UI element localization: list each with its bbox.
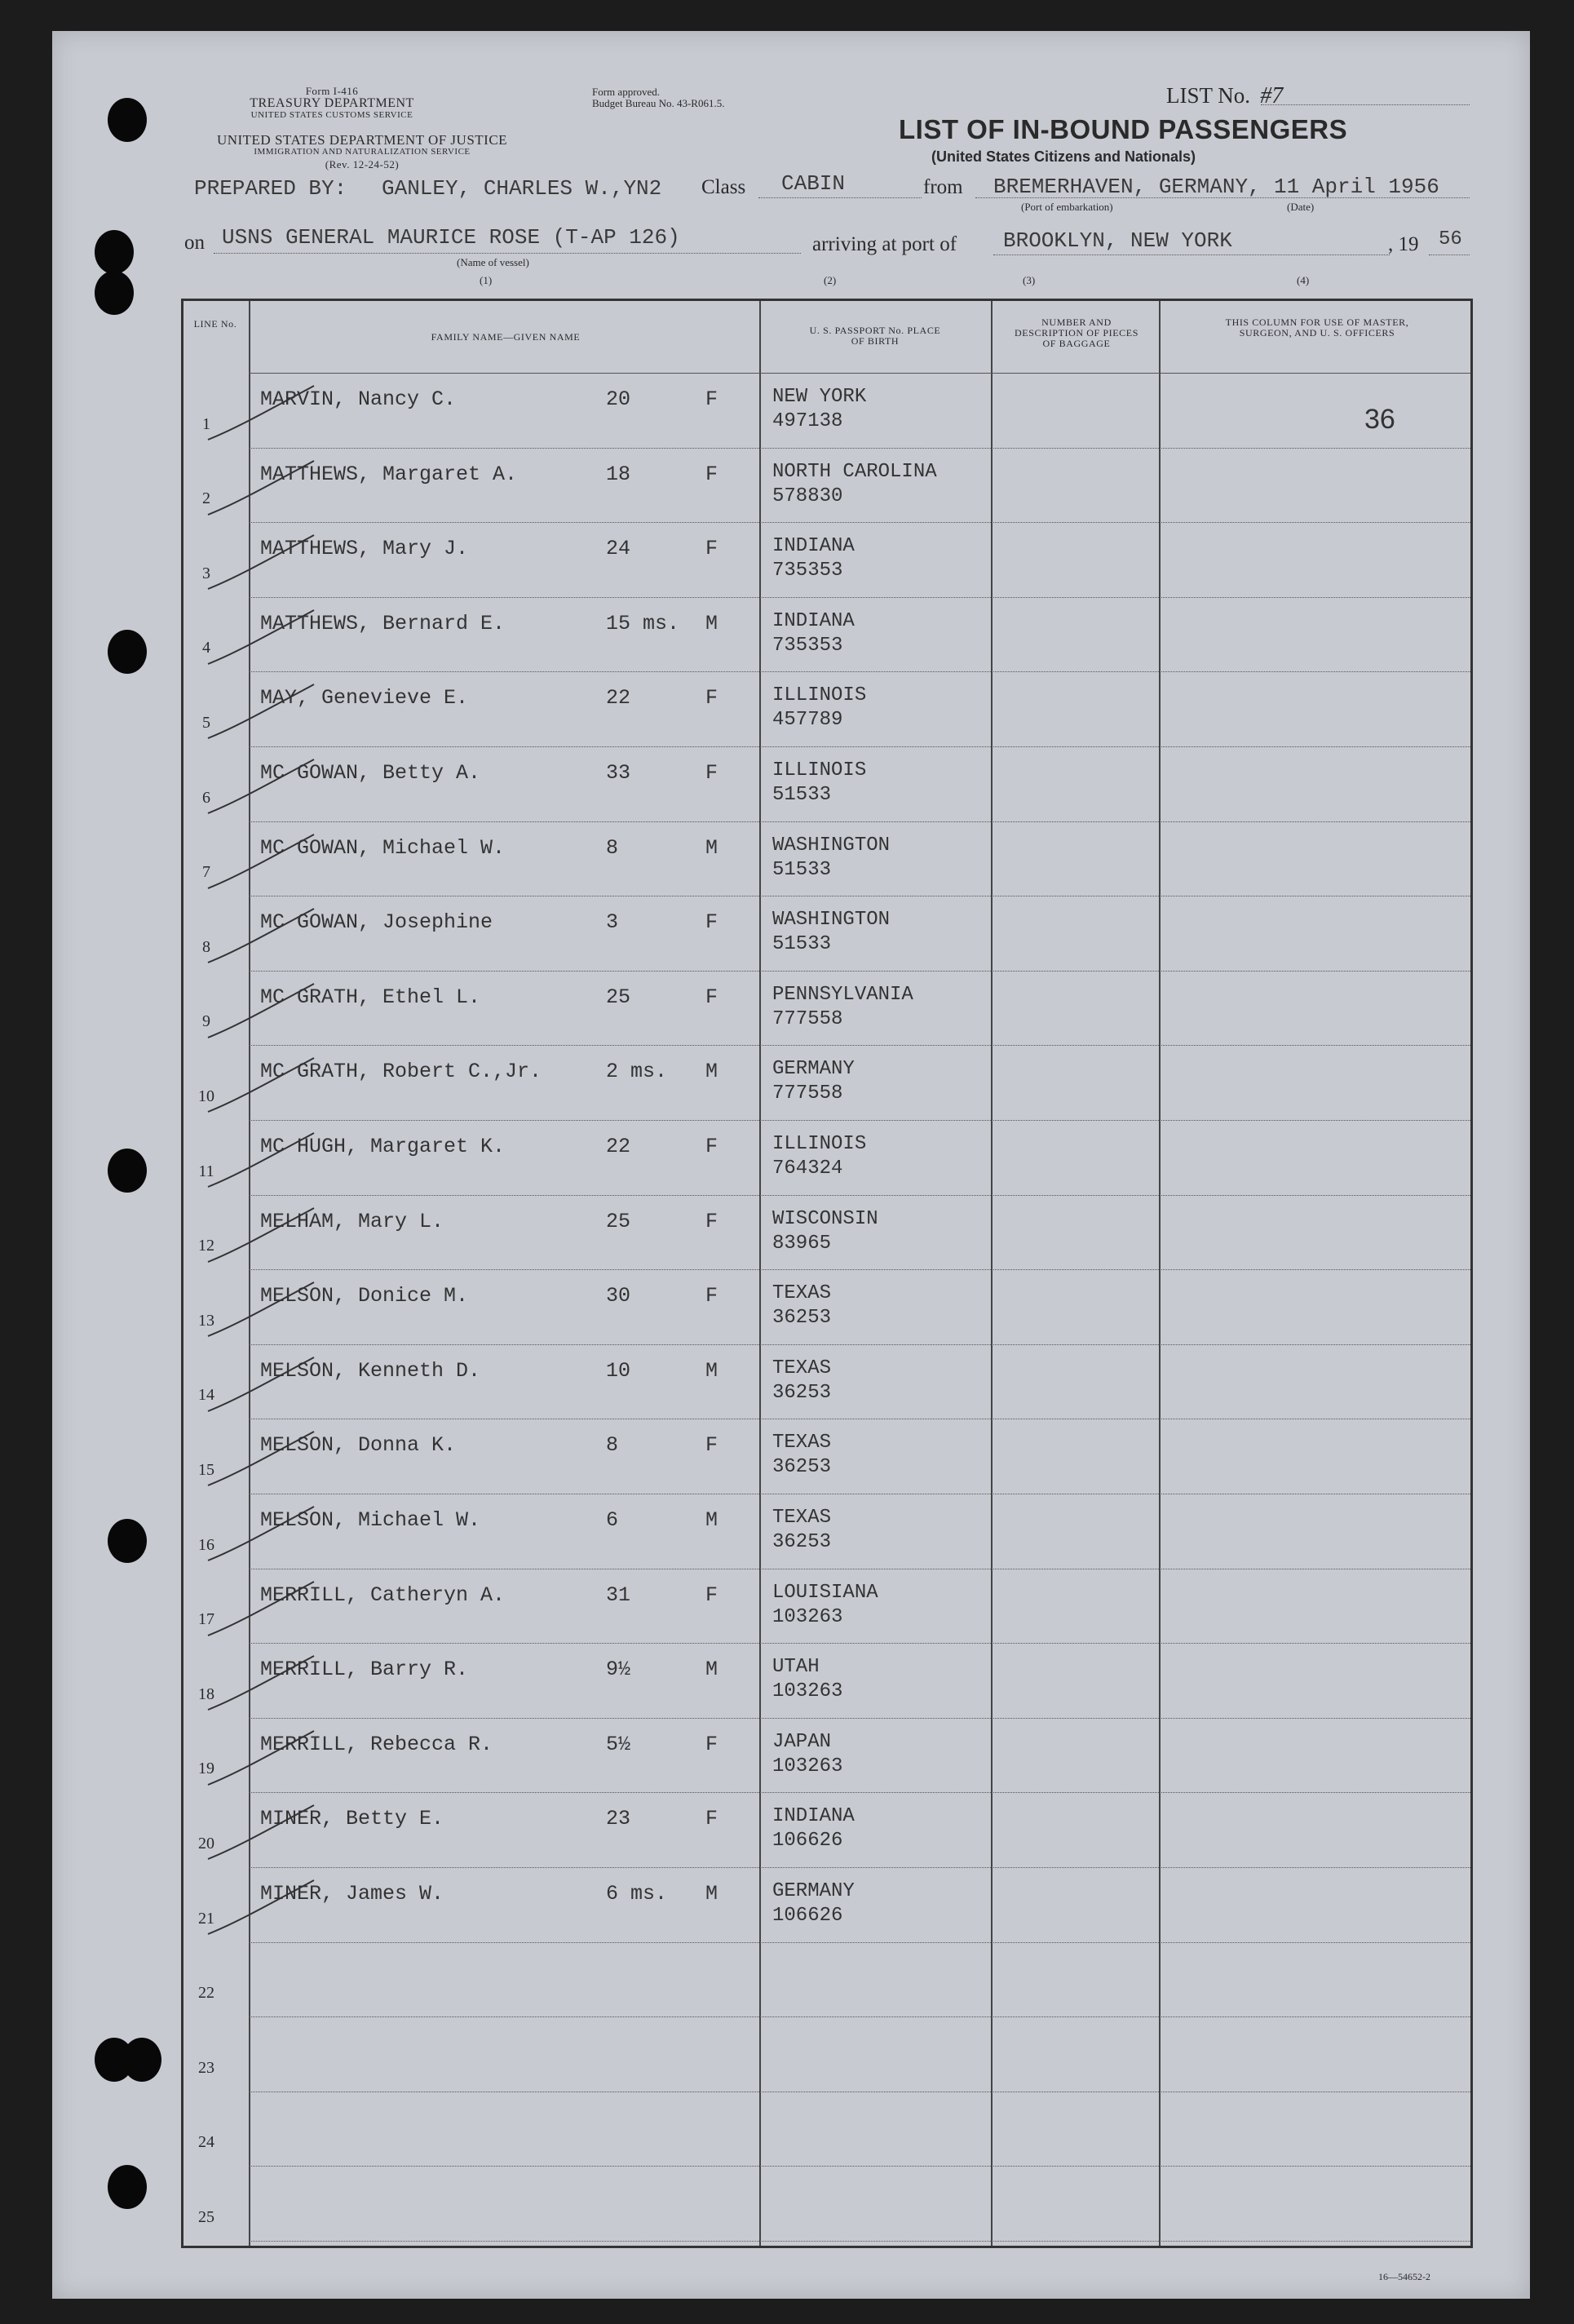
passenger-sex: F: [705, 387, 718, 411]
check-mark-icon: [200, 1649, 338, 1723]
row-divider: [249, 971, 1470, 972]
passport-number: 51533: [772, 858, 832, 881]
line-number: 1: [202, 414, 210, 433]
passport-number: 36253: [772, 1307, 832, 1330]
check-mark-icon: [200, 1202, 338, 1275]
passenger-name: MC GOWAN, Josephine: [260, 910, 493, 935]
line-number: 2: [202, 489, 210, 508]
passport-number: 83965: [772, 1232, 832, 1255]
header-name: FAMILY NAME—GIVEN NAME: [431, 331, 581, 343]
passenger-age: 30: [606, 1284, 631, 1308]
passenger-sex: M: [705, 1358, 718, 1383]
passenger-sex: M: [705, 611, 718, 635]
passport-number: 578830: [772, 485, 843, 507]
treasury-dept: TREASURY DEPARTMENT: [250, 96, 414, 110]
passenger-name: MC GOWAN, Betty A.: [260, 761, 481, 785]
line-number: 12: [198, 1237, 214, 1255]
row-divider: [249, 1344, 1470, 1345]
from-label: from: [923, 176, 963, 198]
passenger-name: MC GRATH, Robert C.,Jr.: [260, 1060, 542, 1084]
passenger-sex: F: [705, 462, 718, 486]
birth-place: NORTH CAROLINA: [772, 460, 937, 483]
passenger-name: MELSON, Kenneth D.: [260, 1358, 481, 1383]
header-line-no: LINE No.: [193, 318, 237, 330]
prepared-by-label: PREPARED BY:: [194, 176, 347, 201]
passport-number: 103263: [772, 1680, 843, 1703]
passenger-name: MATTHEWS, Bernard E.: [260, 611, 506, 635]
passenger-name: MELSON, Donna K.: [260, 1433, 457, 1458]
passport-number: 36253: [772, 1531, 832, 1553]
line-number: 9: [202, 1012, 210, 1031]
passenger-sex: M: [705, 1060, 718, 1084]
birth-place: UTAH: [772, 1656, 820, 1679]
row-divider: [249, 1942, 1470, 1943]
passenger-age: 22: [606, 686, 631, 710]
row-divider: [249, 448, 1470, 449]
ins-service: IMMIGRATION AND NATURALIZATION SERVICE: [254, 147, 471, 157]
year-prefix: , 19: [1388, 233, 1419, 255]
passenger-age: 6: [606, 1508, 619, 1532]
passenger-age: 31: [606, 1583, 631, 1607]
check-mark-icon: [200, 1500, 338, 1574]
passenger-name: MAY, Genevieve E.: [260, 686, 469, 710]
header-passport: U. S. PASSPORT No. PLACE OF BIRTH: [809, 325, 941, 347]
punch-hole: [108, 630, 147, 674]
line-number: 23: [198, 2058, 214, 2077]
check-mark-icon: [200, 529, 338, 602]
passenger-sex: M: [705, 1882, 718, 1906]
date-caption: (Date): [1287, 201, 1315, 213]
check-mark-icon: [200, 1276, 338, 1349]
line-number: 4: [202, 639, 210, 657]
row-divider: [249, 597, 1470, 598]
row-divider: [249, 2166, 1470, 2167]
passenger-sex: F: [705, 910, 718, 935]
officer-note: 36: [1364, 404, 1395, 435]
birth-place: TEXAS: [772, 1432, 832, 1454]
passenger-age: 15 ms.: [606, 611, 680, 635]
passport-number: 777558: [772, 1082, 843, 1105]
birth-place: GERMANY: [772, 1880, 855, 1902]
birth-place: TEXAS: [772, 1282, 832, 1305]
passenger-name: MERRILL, Rebecca R.: [260, 1732, 493, 1756]
passenger-table: [181, 299, 1473, 2248]
passenger-age: 33: [606, 761, 631, 785]
birth-place: NEW YORK: [772, 386, 867, 408]
passenger-name: MC HUGH, Margaret K.: [260, 1135, 506, 1158]
line-number: 18: [198, 1684, 214, 1703]
passport-number: 36253: [772, 1381, 832, 1404]
birth-place: JAPAN: [772, 1730, 832, 1753]
print-code: 16—54652-2: [1378, 2271, 1430, 2282]
class-value: CABIN: [781, 171, 846, 196]
row-divider: [249, 2016, 1470, 2017]
passenger-name: MATTHEWS, Mary J.: [260, 537, 469, 561]
form-number: Form I-416: [305, 85, 359, 97]
passenger-name: MELSON, Donice M.: [260, 1284, 469, 1308]
birth-place: GERMANY: [772, 1058, 855, 1081]
form-approved: Form approved.: [592, 86, 661, 98]
row-divider: [249, 1269, 1470, 1270]
punch-hole: [95, 271, 134, 315]
passenger-name: MINER, Betty E.: [260, 1807, 444, 1831]
line-number: 8: [202, 937, 210, 956]
line-number: 3: [202, 564, 210, 582]
col-number-1: (1): [480, 274, 493, 286]
passenger-age: 25: [606, 1209, 631, 1233]
row-divider: [249, 671, 1470, 672]
passport-number: 106626: [772, 1830, 843, 1853]
line-number: 20: [198, 1835, 214, 1853]
prepared-by-value: GANLEY, CHARLES W.,YN2: [382, 176, 662, 201]
punch-hole: [108, 2165, 147, 2209]
line-number: 10: [198, 1087, 214, 1105]
passenger-sex: F: [705, 761, 718, 785]
passport-number: 457789: [772, 709, 843, 732]
passport-number: 103263: [772, 1755, 843, 1777]
passenger-name: MC GOWAN, Michael W.: [260, 835, 506, 860]
punch-hole: [108, 98, 147, 142]
passport-number: 735353: [772, 634, 843, 657]
punch-hole: [122, 2038, 161, 2082]
check-mark-icon: [200, 828, 338, 901]
punch-hole: [108, 1149, 147, 1193]
check-mark-icon: [200, 454, 338, 528]
passenger-age: 3: [606, 910, 619, 935]
passenger-name: MERRILL, Catheryn A.: [260, 1583, 506, 1607]
check-mark-icon: [200, 753, 338, 826]
birth-place: TEXAS: [772, 1507, 832, 1529]
passenger-sex: F: [705, 1583, 718, 1607]
line-number: 17: [198, 1610, 214, 1629]
budget-bureau: Budget Bureau No. 43-R061.5.: [592, 97, 725, 109]
row-divider: [249, 2241, 1470, 2242]
row-divider: [249, 1045, 1470, 1046]
passenger-age: 22: [606, 1135, 631, 1158]
col-number-4: (4): [1297, 274, 1310, 286]
row-divider: [249, 1718, 1470, 1719]
passenger-sex: M: [705, 835, 718, 860]
passenger-age: 8: [606, 835, 619, 860]
row-divider: [249, 1120, 1470, 1121]
birth-place: WISCONSIN: [772, 1207, 878, 1230]
punch-hole: [108, 1519, 147, 1563]
passenger-age: 20: [606, 387, 631, 411]
line-number: 25: [198, 2208, 214, 2226]
row-divider: [249, 821, 1470, 822]
check-mark-icon: [200, 902, 338, 976]
line-number: 5: [202, 714, 210, 732]
passenger-name: MERRILL, Barry R.: [260, 1658, 469, 1682]
punch-hole: [95, 230, 134, 274]
line-number: 24: [198, 2133, 214, 2152]
row-divider: [249, 1792, 1470, 1793]
birth-place: PENNSYLVANIA: [772, 983, 913, 1006]
birth-place: INDIANA: [772, 535, 855, 558]
check-mark-icon: [200, 604, 338, 677]
passenger-sex: F: [705, 1209, 718, 1233]
passenger-age: 25: [606, 985, 631, 1009]
form-revision: (Rev. 12-24-52): [325, 158, 400, 170]
check-mark-icon: [200, 678, 338, 751]
passenger-age: 10: [606, 1358, 631, 1383]
line-number: 22: [198, 1984, 214, 2003]
document-subtitle: (United States Citizens and Nationals): [931, 148, 1196, 165]
check-mark-icon: [200, 379, 338, 453]
passenger-sex: F: [705, 1284, 718, 1308]
line-number: 6: [202, 788, 210, 807]
check-mark-icon: [200, 1351, 338, 1424]
port-embark-caption: (Port of embarkation): [1021, 201, 1113, 213]
col-number-2: (2): [824, 274, 837, 286]
col-number-3: (3): [1023, 274, 1036, 286]
birth-place: ILLINOIS: [772, 759, 867, 781]
vessel-name: USNS GENERAL MAURICE ROSE (T-AP 126): [222, 225, 680, 250]
passenger-sex: F: [705, 1732, 718, 1756]
passport-number: 777558: [772, 1007, 843, 1030]
document-title: LIST OF IN-BOUND PASSENGERS: [899, 114, 1348, 144]
line-number: 15: [198, 1461, 214, 1479]
header-baggage: NUMBER AND DESCRIPTION OF PIECES OF BAGGAGE: [1015, 317, 1138, 349]
row-divider: [249, 1643, 1470, 1644]
passport-number: 735353: [772, 560, 843, 582]
passport-number: 51533: [772, 933, 832, 956]
list-no-value: #7: [1260, 83, 1284, 108]
birth-place: LOUISIANA: [772, 1581, 878, 1604]
check-mark-icon: [200, 977, 338, 1051]
year-value: 56: [1439, 228, 1462, 250]
row-divider: [249, 1195, 1470, 1196]
check-mark-icon: [200, 1051, 338, 1125]
check-mark-icon: [200, 1127, 338, 1200]
birth-place: INDIANA: [772, 1805, 855, 1828]
check-mark-icon: [200, 1799, 338, 1872]
passenger-sex: M: [705, 1508, 718, 1532]
passenger-name: MELHAM, Mary L.: [260, 1209, 444, 1233]
row-divider: [249, 746, 1470, 747]
passenger-sex: M: [705, 1658, 718, 1682]
birth-place: INDIANA: [772, 609, 855, 632]
passenger-sex: F: [705, 985, 718, 1009]
check-mark-icon: [200, 1874, 338, 1947]
passenger-sex: F: [705, 686, 718, 710]
passenger-name: MELSON, Michael W.: [260, 1508, 481, 1532]
class-label: Class: [701, 176, 746, 198]
passenger-sex: F: [705, 537, 718, 561]
passport-number: 51533: [772, 784, 832, 806]
birth-place: WASHINGTON: [772, 909, 891, 932]
passenger-name: MINER, James W.: [260, 1882, 444, 1906]
line-number: 13: [198, 1311, 214, 1330]
arriving-label: arriving at port of: [812, 233, 957, 255]
line-number: 11: [198, 1162, 214, 1180]
row-divider: [249, 1867, 1470, 1868]
embark-date-value: 11 April 1956: [1274, 175, 1439, 199]
passport-number: 497138: [772, 410, 843, 432]
list-no-label: LIST No.: [1166, 83, 1251, 108]
birth-place: ILLINOIS: [772, 1133, 867, 1155]
passenger-name: MC GRATH, Ethel L.: [260, 985, 481, 1009]
line-number: 21: [198, 1909, 214, 1928]
justice-dept: UNITED STATES DEPARTMENT OF JUSTICE: [216, 132, 508, 148]
passport-number: 103263: [772, 1605, 843, 1628]
line-number: 16: [198, 1535, 214, 1554]
birth-place: WASHINGTON: [772, 834, 891, 857]
passenger-sex: F: [705, 1135, 718, 1158]
passenger-age: 2 ms.: [606, 1060, 668, 1084]
passenger-age: 8: [606, 1433, 619, 1458]
passenger-sex: F: [705, 1807, 718, 1831]
row-divider: [249, 522, 1470, 523]
passenger-name: MARVIN, Nancy C.: [260, 387, 457, 411]
line-number: 7: [202, 863, 210, 882]
passport-number: 36253: [772, 1456, 832, 1479]
passenger-age: 9½: [606, 1658, 631, 1682]
passenger-age: 23: [606, 1807, 631, 1831]
header-officers: THIS COLUMN FOR USE OF MASTER, SURGEON, AND U. S. OFFICERS: [1225, 317, 1409, 339]
birth-place: ILLINOIS: [772, 684, 867, 707]
passenger-age: 5½: [606, 1732, 631, 1756]
line-number: 14: [198, 1386, 214, 1405]
passenger-age: 6 ms.: [606, 1882, 668, 1906]
from-port-value: BREMERHAVEN, GERMANY,: [993, 175, 1261, 199]
check-mark-icon: [200, 1724, 338, 1798]
line-number: 19: [198, 1760, 214, 1778]
customs-service: UNITED STATES CUSTOMS SERVICE: [250, 110, 413, 120]
arrival-port-value: BROOKLYN, NEW YORK: [1003, 228, 1232, 253]
on-label: on: [184, 232, 205, 254]
vessel-caption: (Name of vessel): [457, 256, 529, 268]
passenger-age: 24: [606, 537, 631, 561]
check-mark-icon: [200, 1425, 338, 1498]
birth-place: TEXAS: [772, 1357, 832, 1379]
passenger-name: MATTHEWS, Margaret A.: [260, 462, 518, 486]
passenger-sex: F: [705, 1433, 718, 1458]
passport-number: 764324: [772, 1158, 843, 1180]
check-mark-icon: [200, 1575, 338, 1649]
passport-number: 106626: [772, 1905, 843, 1927]
passenger-age: 18: [606, 462, 631, 486]
